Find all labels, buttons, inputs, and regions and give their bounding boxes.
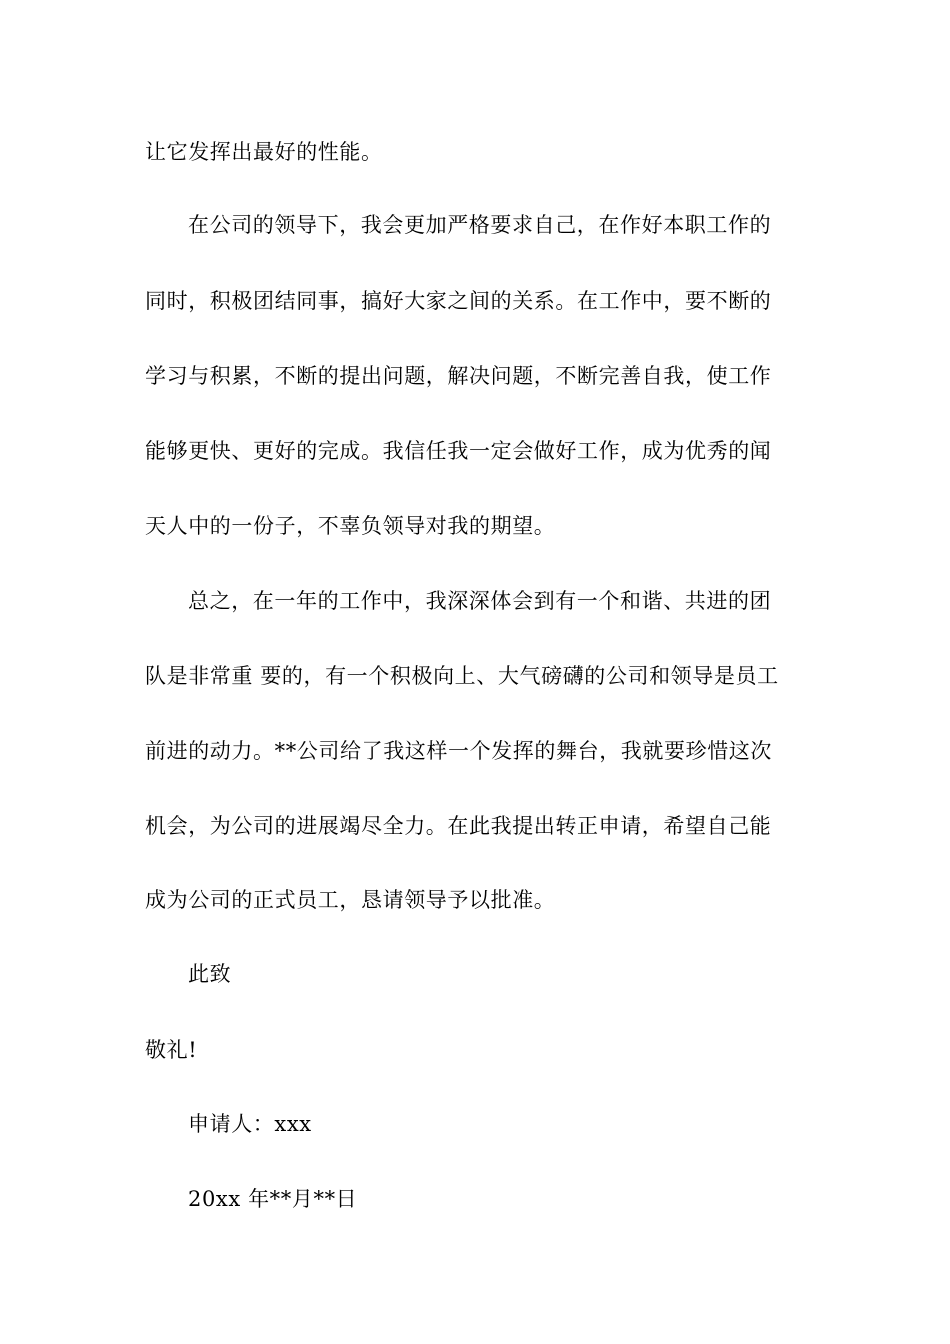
paragraph-line-7: 总之，在一年的工作中，我深深体会到有一个和谐、共进的团 xyxy=(188,589,772,613)
paragraph-line-6: 天人中的一份子，不辜负领导对我的期望。 xyxy=(145,514,556,538)
paragraph-line-4: 学习与积累，不断的提出问题，解决问题，不断完善自我，使工作 xyxy=(145,364,772,388)
paragraph-line-5: 能够更快、更好的完成。我信任我一定会做好工作，成为优秀的闻 xyxy=(145,439,772,463)
paragraph-line-8: 队是非常重 要的，有一个积极向上、大气磅礴的公司和领导是员工 xyxy=(145,664,779,688)
salutation-text: 敬礼! xyxy=(145,1038,198,1062)
paragraph-line-10: 机会，为公司的进展竭尽全力。在此我提出转正申请，希望自己能 xyxy=(145,814,772,838)
paragraph-line-1: 让它发挥出最好的性能。 xyxy=(145,140,383,164)
paragraph-line-9: 前进的动力。**公司给了我这样一个发挥的舞台，我就要珍惜这次 xyxy=(145,739,772,763)
paragraph-line-3: 同时，积极团结同事，搞好大家之间的关系。在工作中，要不断的 xyxy=(145,289,772,313)
closing-text: 此致 xyxy=(188,962,232,986)
date-text: 20xx 年**月**日 xyxy=(188,1187,358,1211)
applicant-signature: 申请人：xxx xyxy=(188,1112,312,1136)
paragraph-line-11: 成为公司的正式员工，恳请领导予以批准。 xyxy=(145,888,556,912)
paragraph-line-2: 在公司的领导下，我会更加严格要求自己，在作好本职工作的 xyxy=(188,213,772,237)
